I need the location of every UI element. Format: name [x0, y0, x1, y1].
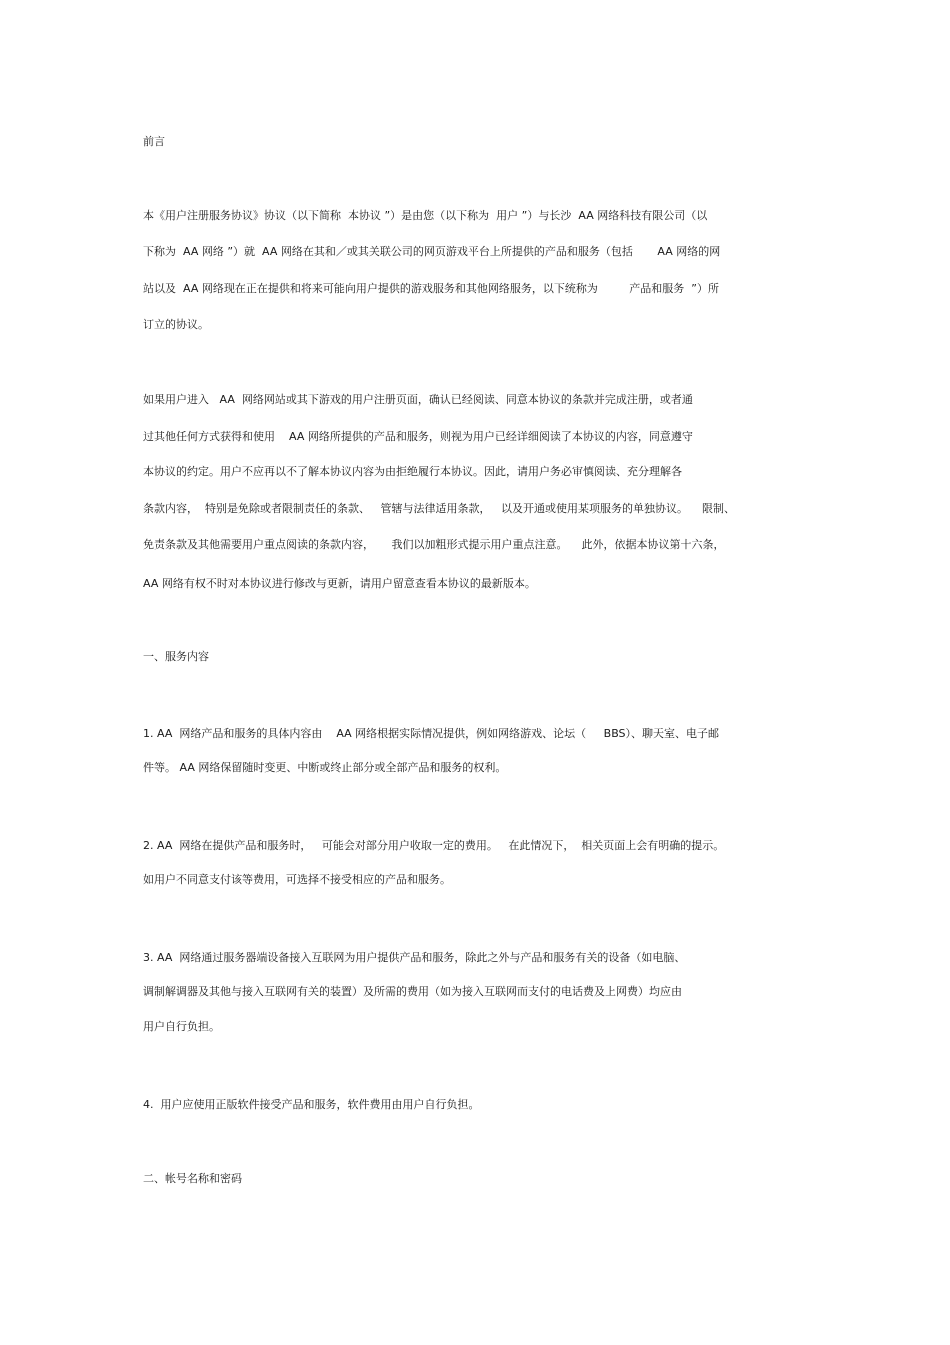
- heading-preface: 前言: [143, 135, 165, 148]
- paragraph-line: 如用户不同意支付该等费用，可选择不接受相应的产品和服务。: [143, 873, 451, 886]
- paragraph-line: 2. AA 网络在提供产品和服务时， 可能会对部分用户收取一定的费用。 在此情况下， 相关页面上会有明确的提示。: [143, 839, 725, 852]
- paragraph-line: 站以及 AA 网络现在正在提供和将来可能向用户提供的游戏服务和其他网络服务，以下统称为 产品和服务 ”）所: [143, 282, 720, 295]
- paragraph-line: 如果用户进入 AA 网络网站或其下游戏的用户注册页面，确认已经阅读、同意本协议的条款并完成注册，或者通: [143, 393, 693, 406]
- paragraph-line: 本协议的约定。用户不应再以不了解本协议内容为由拒绝履行本协议。因此，请用户务必审慎阅读、充分理解各: [143, 465, 682, 478]
- heading-section-1: 一、服务内容: [143, 650, 209, 663]
- paragraph-line: 用户自行负担。: [143, 1020, 220, 1033]
- paragraph-line: 本《用户注册服务协议》协议（以下简称 本协议 ”）是由您（以下称为 用户 ”）与长沙 AA 网络科技有限公司（以: [143, 209, 708, 222]
- paragraph-line: 订立的协议。: [143, 318, 209, 331]
- heading-section-2: 二、帐号名称和密码: [143, 1172, 242, 1185]
- paragraph-line: 免责条款及其他需要用户重点阅读的条款内容， 我们以加粗形式提示用户重点注意。 此外，依据本协议第十六条，: [143, 538, 725, 551]
- paragraph-line: 下称为 AA 网络 ”）就 AA 网络在其和／或其关联公司的网页游戏平台上所提供的产品和服务（包括 AA 网络的网: [143, 245, 721, 258]
- paragraph-line: AA 网络有权不时对本协议进行修改与更新，请用户留意查看本协议的最新版本。: [143, 577, 536, 590]
- paragraph-line: 1. AA 网络产品和服务的具体内容由 AA 网络根据实际情况提供，例如网络游戏、论坛（ BBS）、聊天室、电子邮: [143, 727, 720, 740]
- paragraph-line: 4. 用户应使用正版软件接受产品和服务，软件费用由用户自行负担。: [143, 1098, 480, 1111]
- paragraph-line: 条款内容， 特别是免除或者限制责任的条款、 管辖与法律适用条款， 以及开通或使用某项服务的单独协议。 限制、: [143, 502, 735, 515]
- paragraph-line: 3. AA 网络通过服务器端设备接入互联网为用户提供产品和服务，除此之外与产品和服务有关的设备（如电脑、: [143, 951, 686, 964]
- paragraph-line: 件等。 AA 网络保留随时变更、中断或终止部分或全部产品和服务的权利。: [143, 761, 507, 774]
- paragraph-line: 调制解调器及其他与接入互联网有关的装置）及所需的费用（如为接入互联网而支付的电话费及上网费）均应由: [143, 985, 682, 998]
- paragraph-line: 过其他任何方式获得和使用 AA 网络所提供的产品和服务，则视为用户已经详细阅读了本协议的内容，同意遵守: [143, 430, 693, 443]
